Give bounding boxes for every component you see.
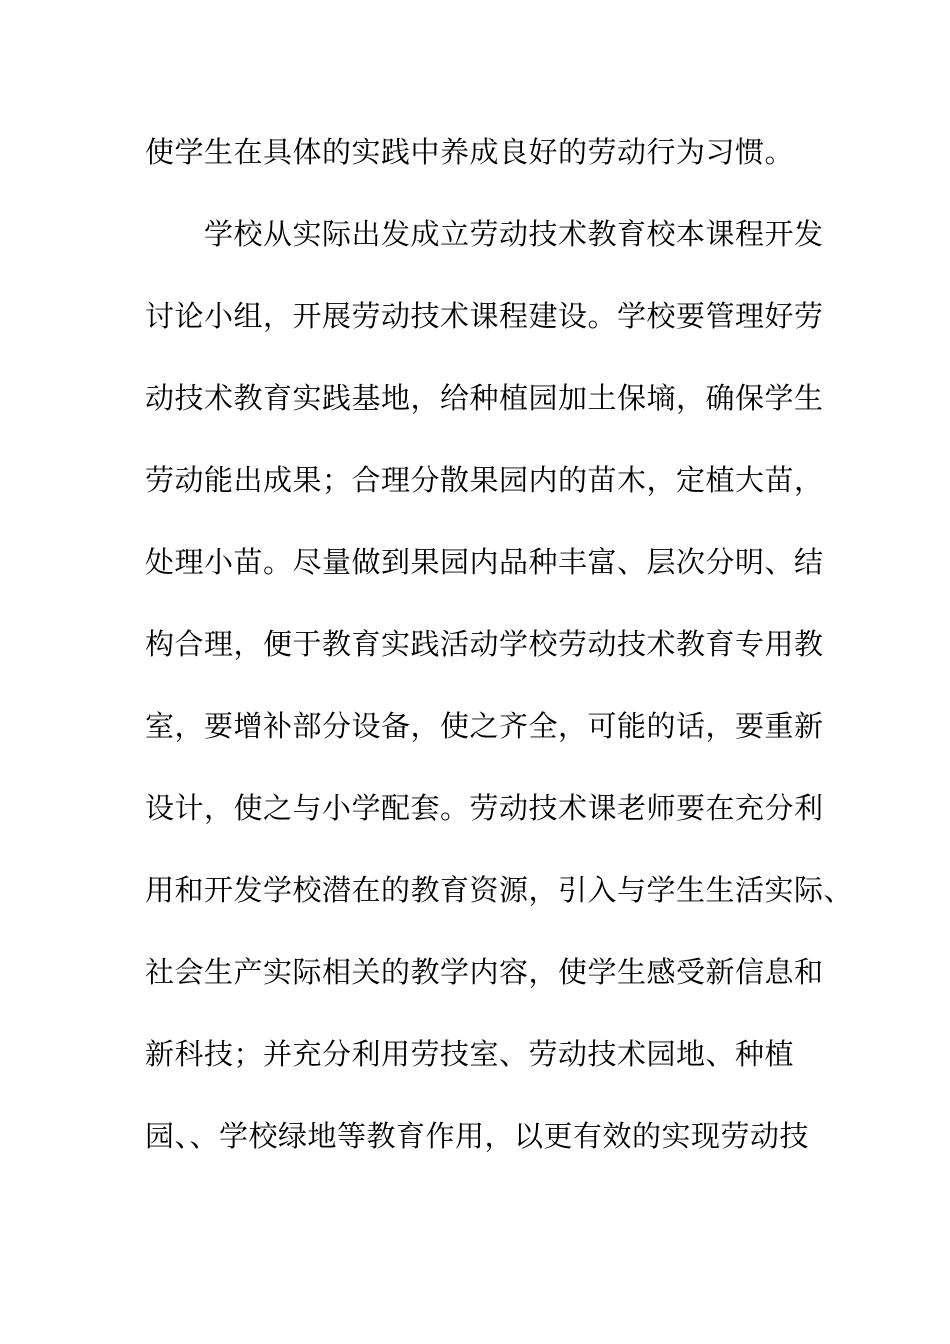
text-line: 设计，使之与小学配套。劳动技术课老师要在充分利 bbox=[145, 791, 824, 825]
text-line: 处理小苗。尽量做到果园内品种丰富、层次分明、结 bbox=[145, 545, 824, 579]
body-text bbox=[145, 124, 854, 1190]
text-line: 用和开发学校潜在的教育资源，引入与学生生活实际、 bbox=[145, 873, 854, 907]
text-line: 构合理，便于教育实践活动学校劳动技术教育专用教 bbox=[145, 627, 824, 661]
text-line: 讨论小组，开展劳动技术课程建设。学校要管理好劳 bbox=[145, 299, 824, 333]
text-line: 社会生产实际相关的教学内容，使学生感受新信息和 bbox=[145, 955, 824, 989]
text-line: 劳动能出成果；合理分散果园内的苗木，定植大苗， bbox=[145, 463, 824, 497]
text-line: 新科技；并充分利用劳技室、劳动技术园地、种植 bbox=[145, 1037, 795, 1071]
text-line: 学校从实际出发成立劳动技术教育校本课程开发 bbox=[145, 217, 824, 251]
text-line: 园、、学校绿地等教育作用，以更有效的实现劳动技 bbox=[145, 1119, 810, 1153]
text-line: 使学生在具体的实践中养成良好的劳动行为习惯。 bbox=[145, 135, 795, 169]
text-line: 室，要增补部分设备，使之齐全，可能的话，要重新 bbox=[145, 709, 824, 743]
text-line: 动技术教育实践基地，给种植园加土保墒，确保学生 bbox=[145, 381, 824, 415]
